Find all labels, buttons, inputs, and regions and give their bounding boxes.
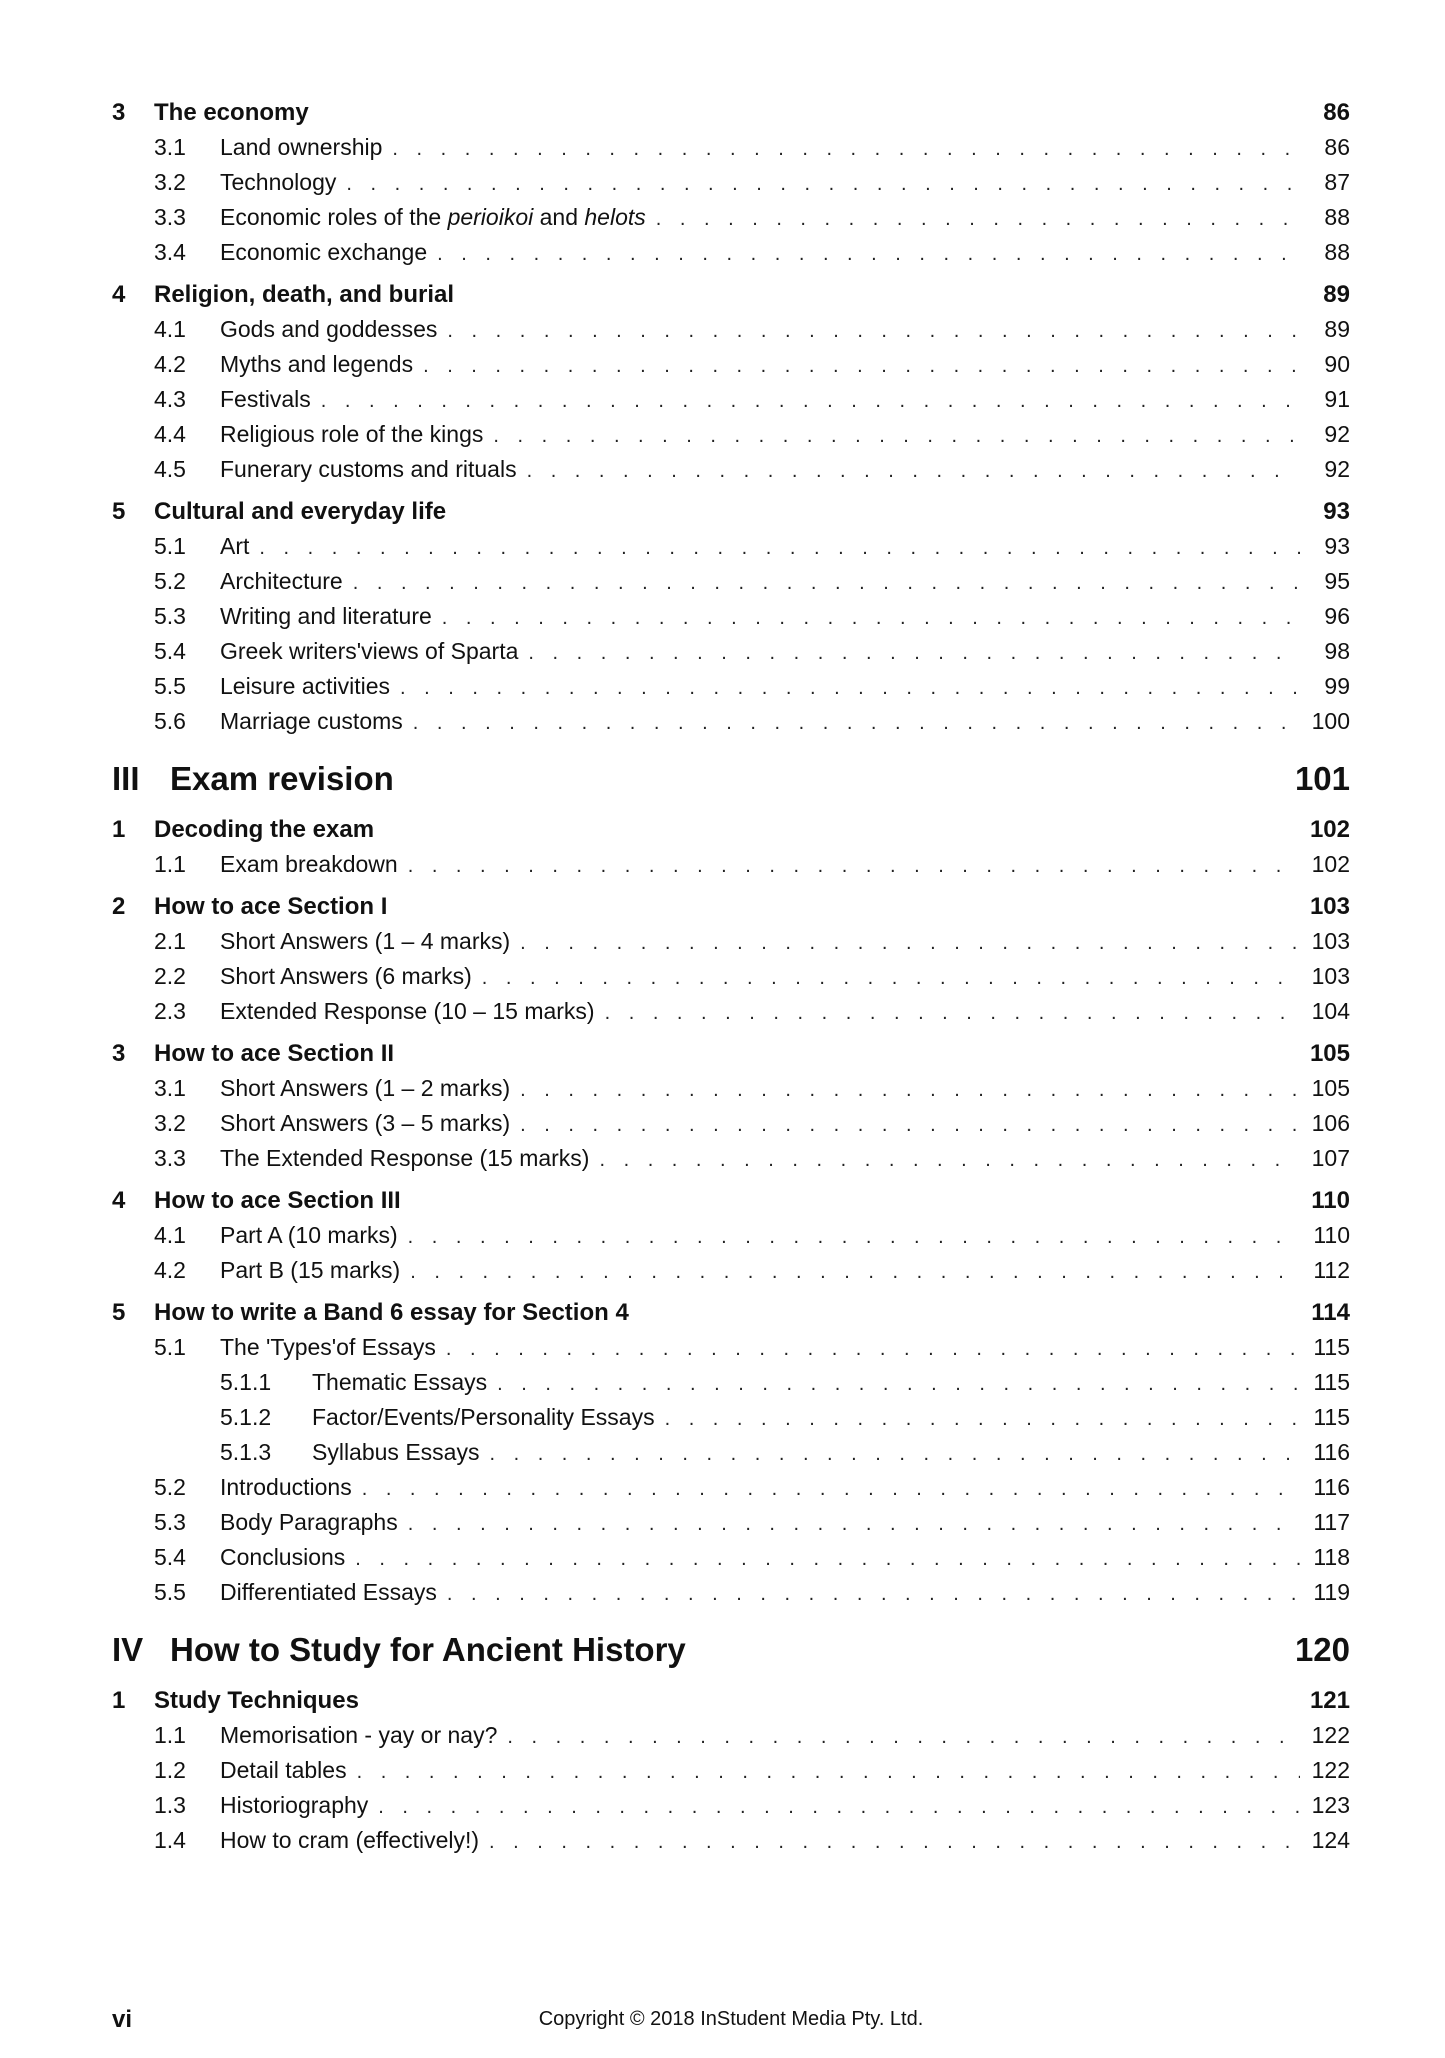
chapter-page: 89 <box>1323 281 1350 308</box>
page-number: vi <box>112 2006 133 2033</box>
section-page: 105 <box>1311 1075 1350 1101</box>
section-title: Historiography <box>220 1792 369 1818</box>
dot-leader <box>408 849 1300 884</box>
section-page: 116 <box>1313 1439 1350 1465</box>
section-number: 3.3 <box>154 204 186 230</box>
toc-section-entry[interactable] <box>112 959 1350 994</box>
chapter-title: The economy <box>154 99 309 126</box>
dot-leader <box>507 1720 1300 1755</box>
chapter-title: Study Techniques <box>154 1687 359 1714</box>
toc-chapter-entry[interactable] <box>112 813 1350 847</box>
part-number: III <box>112 760 140 797</box>
section-page: 88 <box>1324 204 1350 230</box>
chapter-page: 114 <box>1311 1299 1350 1326</box>
section-page: 119 <box>1313 1579 1350 1605</box>
section-title: Gods and goddesses <box>220 316 438 342</box>
section-number: 2.2 <box>154 963 186 989</box>
toc-section-entry[interactable] <box>112 634 1350 669</box>
section-page: 90 <box>1324 351 1350 377</box>
chapter-title: How to write a Band 6 essay for Section 4 <box>154 1299 629 1326</box>
section-page: 100 <box>1311 708 1350 734</box>
dot-leader <box>447 314 1300 349</box>
section-page: 115 <box>1313 1334 1350 1360</box>
section-title: Greek writers'views of Sparta <box>220 638 519 664</box>
section-number: 5.1.2 <box>220 1404 272 1430</box>
toc-chapter-entry[interactable] <box>112 1037 1350 1071</box>
dot-leader <box>497 1367 1300 1402</box>
dot-leader <box>493 419 1300 454</box>
section-number: 5.4 <box>154 1544 186 1570</box>
section-number: 5.3 <box>154 1509 186 1535</box>
toc-section-entry[interactable] <box>112 452 1350 487</box>
dot-leader <box>321 384 1300 419</box>
section-number: 4.2 <box>154 1257 186 1283</box>
section-number: 2.3 <box>154 998 186 1024</box>
section-page: 87 <box>1324 169 1350 195</box>
section-title: Religious role of the kings <box>220 421 484 447</box>
section-number: 5.3 <box>154 603 186 629</box>
toc-section-entry[interactable] <box>112 924 1350 959</box>
dot-leader <box>528 636 1300 671</box>
dot-leader <box>259 531 1300 566</box>
part-page: 120 <box>1294 1631 1350 1668</box>
toc-section-entry[interactable] <box>112 1718 1350 1753</box>
section-page: 99 <box>1324 673 1350 699</box>
section-page: 107 <box>1311 1145 1350 1171</box>
section-number: 3.2 <box>154 169 186 195</box>
section-number: 5.6 <box>154 708 186 734</box>
section-title: Part A (10 marks) <box>220 1222 398 1248</box>
part-title: Exam revision <box>170 760 394 797</box>
section-title: Economic exchange <box>220 239 428 265</box>
section-page: 96 <box>1324 603 1350 629</box>
section-number: 4.2 <box>154 351 186 377</box>
section-title: Body Paragraphs <box>220 1509 398 1535</box>
section-number: 3.1 <box>154 134 186 160</box>
toc-section-entry[interactable] <box>112 417 1350 452</box>
section-title: The Extended Response (15 marks) <box>220 1145 590 1171</box>
section-number: 1.3 <box>154 1792 186 1818</box>
toc-section-entry[interactable] <box>112 382 1350 417</box>
dot-leader <box>656 202 1300 237</box>
section-page: 110 <box>1313 1222 1350 1248</box>
section-page: 92 <box>1324 456 1350 482</box>
chapter-title: Cultural and everyday life <box>154 498 447 525</box>
toc-section-entry[interactable] <box>112 1253 1350 1288</box>
section-title: Art <box>220 533 250 559</box>
section-page: 92 <box>1324 421 1350 447</box>
section-page: 124 <box>1311 1827 1350 1853</box>
section-title: Writing and literature <box>220 603 432 629</box>
toc-section-entry[interactable] <box>112 1753 1350 1788</box>
section-number: 5.1 <box>154 533 186 559</box>
toc-section-entry[interactable] <box>112 669 1350 704</box>
section-page: 93 <box>1324 533 1350 559</box>
section-title: Short Answers (1 – 4 marks) <box>220 928 511 954</box>
toc-section-entry[interactable] <box>112 347 1350 382</box>
dot-leader <box>599 1143 1300 1178</box>
section-number: 5.1.1 <box>220 1369 272 1395</box>
dot-leader <box>392 132 1300 167</box>
section-title: Thematic Essays <box>312 1369 488 1395</box>
toc-chapter-entry[interactable] <box>112 495 1350 529</box>
toc-section-entry[interactable] <box>112 1106 1350 1141</box>
toc-section-entry[interactable] <box>112 847 1350 882</box>
section-page: 122 <box>1311 1757 1350 1783</box>
section-number: 2.1 <box>154 928 186 954</box>
section-number: 5.1 <box>154 1334 186 1360</box>
section-page: 116 <box>1313 1474 1350 1500</box>
section-page: 91 <box>1324 386 1350 412</box>
section-title: Architecture <box>220 568 343 594</box>
chapter-number: 4 <box>112 281 126 308</box>
toc-section-entry[interactable] <box>112 1470 1350 1505</box>
section-title: Syllabus Essays <box>312 1439 480 1465</box>
section-page: 103 <box>1311 928 1350 954</box>
dot-leader <box>355 1542 1300 1577</box>
section-title: Land ownership <box>220 134 383 160</box>
chapter-page: 102 <box>1309 816 1350 843</box>
section-number: 1.1 <box>154 851 186 877</box>
chapter-title: Religion, death, and burial <box>154 281 455 308</box>
toc-section-entry[interactable] <box>112 1540 1350 1575</box>
section-title: Part B (15 marks) <box>220 1257 401 1283</box>
section-title: Technology <box>220 169 337 195</box>
dot-leader <box>423 349 1300 384</box>
chapter-title: How to ace Section I <box>154 893 388 920</box>
toc-section-entry[interactable] <box>112 130 1350 165</box>
section-title: Introductions <box>220 1474 352 1500</box>
toc-chapter-entry[interactable] <box>112 1684 1350 1718</box>
toc-section-entry[interactable] <box>112 564 1350 599</box>
section-number: 3.4 <box>154 239 186 265</box>
section-number: 3.1 <box>154 1075 186 1101</box>
dot-leader <box>489 1437 1300 1472</box>
chapter-page: 110 <box>1311 1187 1350 1214</box>
section-title: Myths and legends <box>220 351 414 377</box>
section-page: 115 <box>1313 1404 1350 1430</box>
dot-leader <box>442 601 1300 636</box>
part-number: IV <box>112 1631 144 1668</box>
toc-chapter-entry[interactable] <box>112 278 1350 312</box>
toc-chapter-entry[interactable] <box>112 890 1350 924</box>
chapter-number: 3 <box>112 99 126 126</box>
section-number: 3.2 <box>154 1110 186 1136</box>
section-title: Short Answers (1 – 2 marks) <box>220 1075 511 1101</box>
dot-leader <box>437 237 1300 272</box>
toc-section-entry[interactable] <box>112 1788 1350 1823</box>
section-title: Marriage customs <box>220 708 403 734</box>
section-page: 98 <box>1324 638 1350 664</box>
section-title: Short Answers (3 – 5 marks) <box>220 1110 511 1136</box>
chapter-number: 4 <box>112 1187 126 1214</box>
section-number: 1.2 <box>154 1757 186 1783</box>
section-title: The 'Types'of Essays <box>220 1334 436 1360</box>
section-page: 89 <box>1324 316 1350 342</box>
section-page: 117 <box>1313 1509 1350 1535</box>
dot-leader <box>605 996 1300 1031</box>
toc-section-entry[interactable] <box>112 235 1350 270</box>
toc-section-entry[interactable] <box>112 1141 1350 1176</box>
toc-section-entry[interactable] <box>112 704 1350 739</box>
dot-leader <box>353 566 1300 601</box>
chapter-number: 1 <box>112 816 126 843</box>
section-page: 112 <box>1313 1257 1350 1283</box>
toc-section-entry[interactable] <box>112 599 1350 634</box>
section-page: 95 <box>1324 568 1350 594</box>
toc-subsubsection-entry[interactable] <box>112 1365 1350 1400</box>
section-number: 5.5 <box>154 1579 186 1605</box>
toc-section-entry[interactable] <box>112 200 1350 235</box>
part-title: How to Study for Ancient History <box>170 1631 686 1668</box>
section-title: Festivals <box>220 386 311 412</box>
dot-leader <box>357 1755 1300 1790</box>
section-number: 4.1 <box>154 1222 186 1248</box>
section-page: 88 <box>1324 239 1350 265</box>
dot-leader <box>447 1577 1300 1612</box>
dot-leader <box>408 1507 1300 1542</box>
section-title: Differentiated Essays <box>220 1579 437 1605</box>
section-number: 4.1 <box>154 316 186 342</box>
toc-chapter-entry[interactable] <box>112 1184 1350 1218</box>
section-number: 3.3 <box>154 1145 186 1171</box>
section-page: 104 <box>1311 998 1350 1024</box>
toc-section-entry[interactable] <box>112 312 1350 347</box>
table-of-contents <box>112 96 1350 1858</box>
section-number: 4.5 <box>154 456 186 482</box>
toc-part-heading[interactable] <box>112 753 1350 805</box>
dot-leader <box>400 671 1300 706</box>
section-number: 4.3 <box>154 386 186 412</box>
section-number: 5.2 <box>154 568 186 594</box>
section-page: 118 <box>1313 1544 1350 1570</box>
toc-section-entry[interactable] <box>112 1505 1350 1540</box>
dot-leader <box>665 1402 1300 1437</box>
section-title: Memorisation - yay or nay? <box>220 1722 498 1748</box>
toc-section-entry[interactable] <box>112 165 1350 200</box>
dot-leader <box>489 1825 1300 1860</box>
toc-section-entry[interactable] <box>112 994 1350 1029</box>
section-page: 123 <box>1311 1792 1350 1818</box>
toc-section-entry[interactable] <box>112 1218 1350 1253</box>
toc-subsubsection-entry[interactable] <box>112 1435 1350 1470</box>
section-title: Short Answers (6 marks) <box>220 963 472 989</box>
chapter-number: 3 <box>112 1040 126 1067</box>
section-number: 5.2 <box>154 1474 186 1500</box>
chapter-page: 86 <box>1323 99 1350 126</box>
toc-section-entry[interactable] <box>112 1575 1350 1610</box>
dot-leader <box>362 1472 1300 1507</box>
chapter-page: 93 <box>1323 498 1350 525</box>
dot-leader <box>520 926 1300 961</box>
section-number: 5.5 <box>154 673 186 699</box>
dot-leader <box>520 1108 1300 1143</box>
dot-leader <box>446 1332 1300 1367</box>
chapter-page: 103 <box>1309 893 1350 920</box>
section-page: 86 <box>1324 134 1350 160</box>
section-page: 115 <box>1313 1369 1350 1395</box>
section-number: 1.1 <box>154 1722 186 1748</box>
section-title: Factor/Events/Personality Essays <box>312 1404 655 1430</box>
section-title: Detail tables <box>220 1757 347 1783</box>
dot-leader <box>378 1790 1300 1825</box>
dot-leader <box>346 167 1300 202</box>
toc-section-entry[interactable] <box>112 1823 1350 1858</box>
dot-leader <box>413 706 1300 741</box>
section-number: 1.4 <box>154 1827 186 1853</box>
toc-section-entry[interactable] <box>112 1071 1350 1106</box>
section-title: Funerary customs and rituals <box>220 456 517 482</box>
chapter-number: 2 <box>112 893 126 920</box>
chapter-title: Decoding the exam <box>154 816 375 843</box>
section-page: 122 <box>1311 1722 1350 1748</box>
section-number: 4.4 <box>154 421 186 447</box>
page-footer <box>112 2006 1350 2058</box>
section-page: 103 <box>1311 963 1350 989</box>
toc-chapter-entry[interactable] <box>112 1296 1350 1330</box>
toc-chapter-entry[interactable] <box>112 96 1350 130</box>
dot-leader <box>527 454 1300 489</box>
chapter-number: 1 <box>112 1687 126 1714</box>
chapter-title: How to ace Section II <box>154 1040 395 1067</box>
chapter-page: 105 <box>1309 1040 1350 1067</box>
chapter-page: 121 <box>1309 1687 1350 1714</box>
section-title: Exam breakdown <box>220 851 398 877</box>
section-title: Economic roles of the perioikoi and helots <box>220 204 646 230</box>
chapter-number: 5 <box>112 498 126 525</box>
section-title: Leisure activities <box>220 673 391 699</box>
chapter-number: 5 <box>112 1299 126 1326</box>
section-title: Extended Response (10 – 15 marks) <box>220 998 595 1024</box>
section-number: 5.4 <box>154 638 186 664</box>
toc-section-entry[interactable] <box>112 529 1350 564</box>
section-page: 106 <box>1311 1110 1350 1136</box>
chapter-title: How to ace Section III <box>154 1187 401 1214</box>
toc-section-entry[interactable] <box>112 1330 1350 1365</box>
dot-leader <box>410 1255 1300 1290</box>
section-title: Conclusions <box>220 1544 346 1570</box>
toc-part-heading[interactable] <box>112 1624 1350 1676</box>
dot-leader <box>520 1073 1300 1108</box>
toc-subsubsection-entry[interactable] <box>112 1400 1350 1435</box>
section-title: How to cram (effectively!) <box>220 1827 480 1853</box>
section-number: 5.1.3 <box>220 1439 272 1465</box>
dot-leader <box>482 961 1300 996</box>
section-page: 102 <box>1311 851 1350 877</box>
dot-leader <box>408 1220 1300 1255</box>
copyright-notice: Copyright © 2018 InStudent Media Pty. Ltd. <box>538 2008 924 2030</box>
part-page: 101 <box>1294 760 1350 797</box>
